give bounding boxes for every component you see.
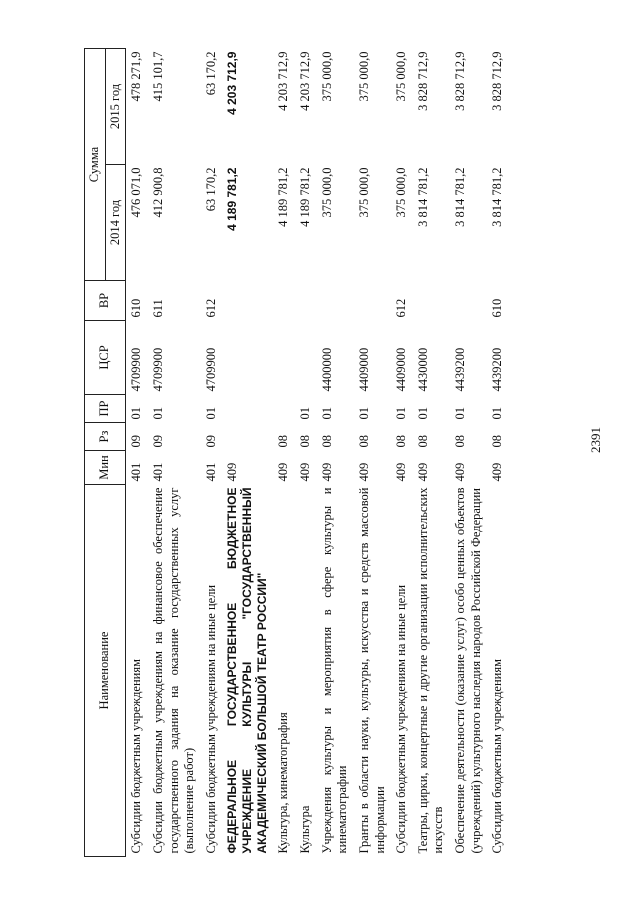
row-vr	[222, 281, 273, 321]
row-sum-2014: 63 170,2	[203, 167, 218, 212]
row-sum-2014: 375 000,0	[356, 167, 371, 218]
row-name: ФЕДЕРАЛЬНОЕ ГОСУДАРСТВЕННОЕ БЮДЖЕТНОЕ УЧРЕЖДЕНИЕ КУЛЬТУРЫ "ГОСУДАРСТВЕННЫЙ АКАДЕМИЧЕСКИЙ БОЛЬШОЙ ТЕАТР РОССИИ"	[225, 487, 270, 854]
row-vr: 610	[129, 298, 144, 318]
row-sum-2015: 375 000,0	[319, 51, 334, 102]
table-row	[317, 49, 354, 857]
row-sum-2015: 375 000,0	[356, 51, 371, 102]
row-sum-2015: 63 170,2	[203, 51, 218, 96]
row-sum-2014: 3 814 781,2	[453, 167, 467, 227]
row-name: Гранты в области науки, культуры, искусства и средств массовой информации	[356, 487, 387, 854]
row-rz: 08	[298, 435, 312, 448]
row-min: 409	[225, 462, 240, 482]
table-header	[85, 49, 126, 857]
row-name: Культура	[298, 805, 312, 854]
row-min: 401	[129, 462, 144, 482]
row-sum-2015: 375 000,0	[394, 51, 409, 102]
row-csr: 4709900	[150, 347, 165, 392]
header-year-2014: 2014 год	[105, 165, 126, 281]
row-pr: 01	[415, 407, 430, 420]
row-sum-2015: 3 828 712,9	[415, 51, 430, 111]
row-min: 409	[490, 462, 505, 482]
row-sum-2015: 3 828 712,9	[453, 51, 467, 111]
row-name: Обеспечение деятельности (оказание услуг) особо ценных объектов (учреждений) культурного наследия народов Российской Федерации	[453, 487, 483, 854]
header-min: Мин	[85, 451, 126, 485]
row-sum-2015: 478 271,9	[129, 51, 144, 102]
row-name: Субсидии бюджетным учреждениям	[129, 658, 144, 854]
table-row	[273, 49, 295, 857]
row-csr	[295, 321, 317, 395]
row-pr: 01	[490, 407, 505, 420]
row-csr: 4439200	[490, 347, 505, 392]
row-pr: 01	[319, 407, 334, 420]
row-pr: 01	[298, 407, 312, 420]
row-pr	[273, 395, 295, 423]
row-sum-2015: 4 203 712,9	[298, 51, 312, 111]
table-row	[450, 49, 487, 857]
row-rz: 08	[415, 435, 430, 448]
row-rz: 08	[356, 435, 371, 448]
row-name: Субсидии бюджетным учреждениям	[490, 658, 505, 854]
row-sum-2015: 415 101,7	[150, 51, 165, 102]
row-vr	[317, 281, 354, 321]
row-vr: 610	[490, 298, 505, 318]
row-name: Учреждения культуры и мероприятия в сфере культуры и кинематографии	[319, 487, 350, 854]
row-rz: 08	[276, 435, 291, 448]
table-row	[222, 49, 273, 857]
row-csr	[273, 321, 295, 395]
header-csr: ЦСР	[85, 321, 126, 395]
header-year-2015: 2015 год	[105, 49, 126, 165]
row-min: 409	[453, 462, 467, 482]
row-pr: 01	[453, 407, 467, 420]
row-min: 409	[276, 462, 291, 482]
row-sum-2014: 4 189 781,2	[276, 167, 291, 227]
table-row	[413, 49, 450, 857]
row-sum-2014: 4 189 781,2	[298, 167, 312, 227]
row-sum-2014: 476 071,0	[129, 167, 144, 218]
row-csr: 4409000	[394, 347, 409, 392]
header-pr: ПР	[85, 395, 126, 423]
table-row	[487, 49, 509, 857]
header-rz: Рз	[85, 423, 126, 451]
table-row	[148, 49, 201, 857]
row-vr	[413, 281, 450, 321]
header-name: Наименование	[85, 485, 126, 857]
row-min: 409	[356, 462, 371, 482]
table-row	[201, 49, 223, 857]
row-vr: 612	[394, 298, 409, 318]
row-name: Субсидии бюджетным учреждениям на финансовое обеспечение государственного задания на оказание государственных услуг (выполнение работ)	[150, 487, 197, 854]
row-vr: 612	[203, 298, 218, 318]
row-sum-2014: 412 900,8	[150, 167, 165, 218]
table-row	[126, 49, 148, 857]
table-body	[126, 49, 509, 857]
row-rz	[222, 423, 273, 451]
row-rz: 09	[150, 435, 165, 448]
row-vr	[450, 281, 487, 321]
row-sum-2014: 375 000,0	[319, 167, 334, 218]
budget-table	[84, 48, 509, 857]
row-name: Культура, кинематография	[276, 712, 291, 854]
row-rz: 08	[319, 435, 334, 448]
row-name: Субсидии бюджетным учреждениям на иные цели	[203, 584, 218, 854]
row-csr: 4439200	[453, 347, 467, 392]
table-row	[391, 49, 413, 857]
row-rz: 09	[129, 435, 144, 448]
row-min: 409	[415, 462, 430, 482]
table-row	[354, 49, 391, 857]
row-sum-2015: 4 203 712,9	[276, 51, 291, 111]
row-min: 409	[298, 462, 312, 482]
row-pr: 01	[356, 407, 371, 420]
row-sum-2014: 3 814 781,2	[415, 167, 430, 227]
row-csr	[222, 321, 273, 395]
row-min: 409	[319, 462, 334, 482]
row-name: Субсидии бюджетным учреждениям на иные цели	[394, 584, 409, 854]
row-sum-2015: 3 828 712,9	[490, 51, 505, 111]
table-row	[295, 49, 317, 857]
row-vr	[273, 281, 295, 321]
row-csr: 4709900	[203, 347, 218, 392]
header-vr: ВР	[85, 281, 126, 321]
row-vr: 611	[150, 299, 165, 318]
row-csr: 4709900	[129, 347, 144, 392]
row-sum-2015: 4 203 712,9	[225, 51, 240, 115]
row-csr: 4430000	[415, 347, 430, 392]
row-pr: 01	[150, 407, 165, 420]
row-min: 401	[203, 462, 218, 482]
row-pr: 01	[394, 407, 409, 420]
row-pr: 01	[203, 407, 218, 420]
row-sum-2014: 4 189 781,2	[225, 167, 240, 231]
row-sum-2014: 3 814 781,2	[490, 167, 505, 227]
header-sum: Сумма	[85, 49, 106, 281]
row-vr	[354, 281, 391, 321]
row-rz: 08	[490, 435, 505, 448]
row-name: Театры, цирки, концертные и другие организации исполнительских искусств	[415, 487, 446, 854]
row-vr	[295, 281, 317, 321]
row-rz: 08	[394, 435, 409, 448]
row-rz: 09	[203, 435, 218, 448]
row-min: 409	[394, 462, 409, 482]
row-csr: 4400000	[319, 347, 334, 392]
row-rz: 08	[453, 435, 467, 448]
row-csr: 4409000	[356, 347, 371, 392]
row-sum-2014: 375 000,0	[394, 167, 409, 218]
page-number: 2391	[588, 427, 603, 453]
row-pr	[222, 395, 273, 423]
row-min: 401	[150, 462, 165, 482]
row-pr: 01	[129, 407, 144, 420]
